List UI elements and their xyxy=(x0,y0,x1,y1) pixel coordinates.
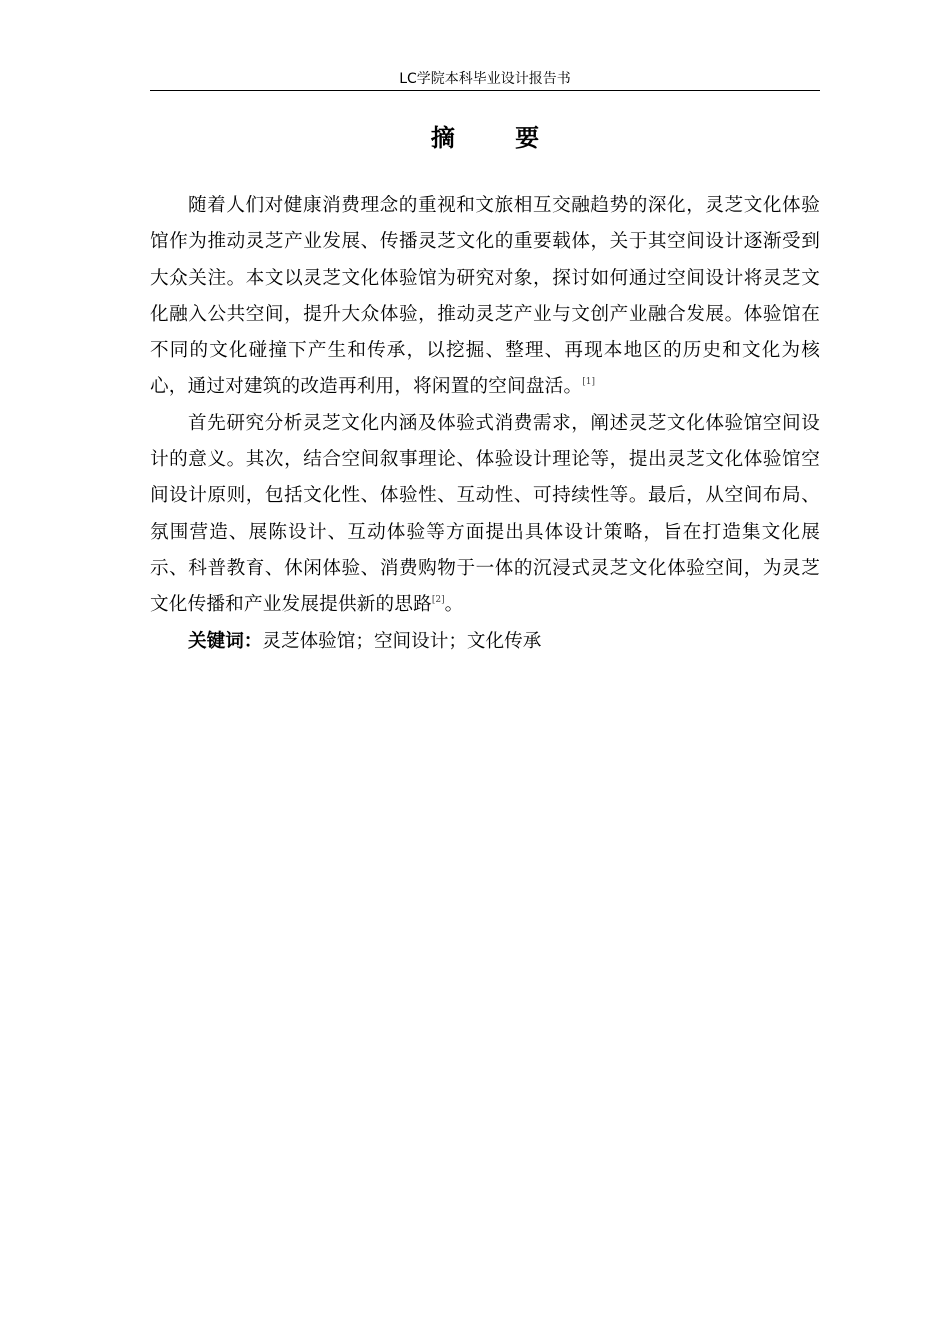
page-header xyxy=(150,68,820,91)
paragraph-text: 首先研究分析灵芝文化内涵及体验式消费需求，阐述灵芝文化体验馆空间设计的意义。其次，结合空间叙事理论、体验设计理论等，提出灵芝文化体验馆空间设计原则，包括文化性、体验性、互动性、可持续性等。最后，从空间布局、氛围营造、展陈设计、互动体验等方面提出具体设计策略，旨在打造集文化展示、科普教育、休闲体验、消费购物于一体的沉浸式灵芝文化体验空间，为灵芝文化传播和产业发展提供新的思路 xyxy=(150,412,820,616)
paragraph-tail: 。 xyxy=(444,594,464,616)
paragraph-text: 随着人们对健康消费理念的重视和文旅相互交融趋势的深化，灵芝文化体验馆作为推动灵芝产业发展、传播灵芝文化的重要载体，关于其空间设计逐渐受到大众关注。本文以灵芝文化体验馆为研究对象，探讨如何通过空间设计将灵芝文化融入公共空间，提升大众体验，推动灵芝产业与文创产业融合发展。体验馆在不同的文化碰撞下产生和传承，以挖掘、整理、再现本地区的历史和文化为核心，通过对建筑的改造再利用，将闲置的空间盘活。 xyxy=(150,195,820,398)
citation-marker: [2] xyxy=(431,595,445,606)
keywords-line xyxy=(150,624,820,660)
abstract-body xyxy=(150,188,820,660)
keywords-value: 灵芝体验馆；空间设计；文化传承 xyxy=(262,630,542,652)
running-title: LC学院本科毕业设计报告书 xyxy=(399,71,571,87)
abstract-paragraph-1 xyxy=(150,188,820,406)
abstract-paragraph-2 xyxy=(150,406,820,624)
abstract-title: 摘 要 xyxy=(430,124,566,152)
keywords-label: 关键词： xyxy=(188,630,263,652)
citation-marker: [1] xyxy=(582,377,596,388)
